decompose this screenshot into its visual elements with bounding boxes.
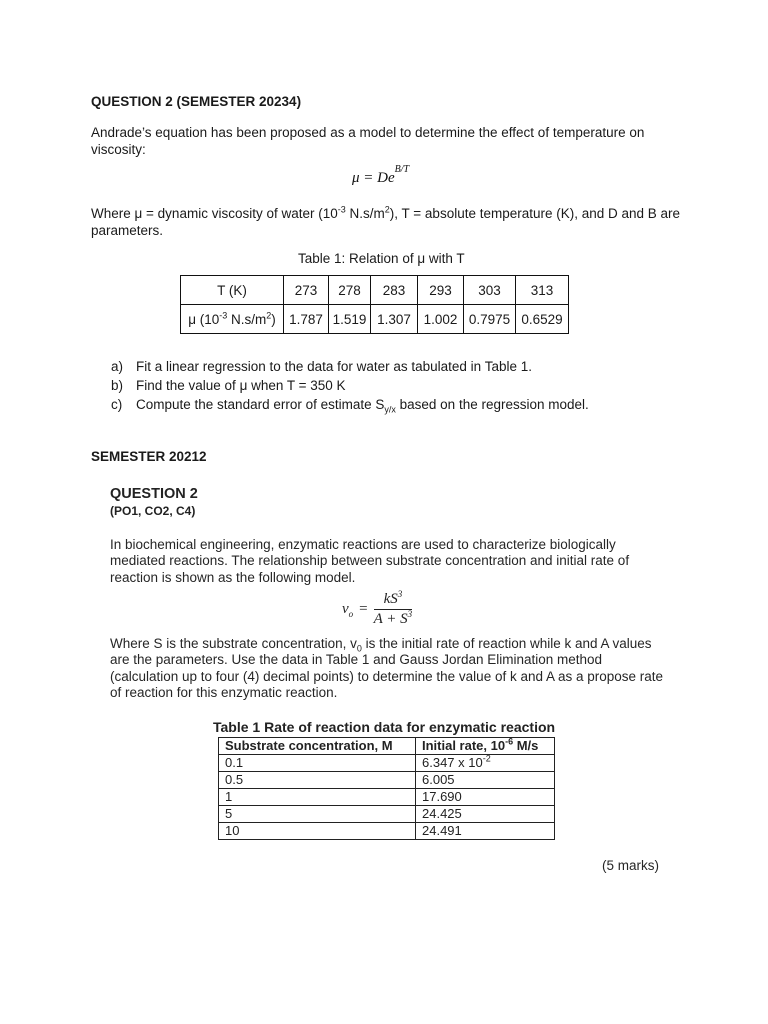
table-cell: 0.6529 <box>516 305 569 334</box>
table-cell: 10 <box>219 823 416 840</box>
question-heading: QUESTION 2 <box>110 486 198 502</box>
table-header-cell: Substrate concentration, M <box>219 738 416 755</box>
list-item: a) Fit a linear regression to the data for water as tabulated in Table 1. <box>111 359 532 374</box>
andrade-equation: $\mu = De^{B/T}$ <box>352 164 410 186</box>
rate-table <box>218 737 555 840</box>
table-row <box>181 305 569 334</box>
table-caption: Table 1 Rate of reaction data for enzymatic reaction <box>213 719 556 735</box>
semester-heading: SEMESTER 20212 <box>91 449 207 464</box>
table-row <box>219 772 555 789</box>
table-cell: 313 <box>516 276 569 305</box>
table-cell: 1.519 <box>329 305 371 334</box>
table-header-cell: Initial rate, $10^{-6}$ M/s <box>416 738 555 755</box>
question-heading: QUESTION 2 (SEMESTER 20234) <box>91 94 302 109</box>
table-cell: 1 <box>219 789 416 806</box>
table-row <box>219 806 555 823</box>
table-row <box>219 755 555 772</box>
sub-question-list <box>111 357 589 414</box>
table-row <box>181 276 569 305</box>
table-row <box>219 738 555 755</box>
table-cell: 6.347 x $10^{-2}$ <box>416 755 555 772</box>
table-cell: 273 <box>284 276 329 305</box>
table-cell: 303 <box>464 276 516 305</box>
table-cell: 278 <box>329 276 371 305</box>
list-item: c) Compute the standard error of estimate $S_{y/x}$ based on the regression model. <box>111 397 589 415</box>
enzyme-intro-paragraph: In biochemical engineering, enzymatic reactions are used to characterize biologically mediated reactions. The relationship between substrate concentration and initial rate of reaction is shown as the following model. <box>110 537 630 585</box>
table-cell: μ ($10^{-3}$ $N.s/m^2$) <box>181 305 284 334</box>
table-cell: 283 <box>371 276 418 305</box>
table-cell: 1.307 <box>371 305 418 334</box>
list-item: b) Find the value of μ when T = 350 K <box>111 378 346 393</box>
marks-label: (5 marks) <box>602 858 659 873</box>
table-row <box>219 823 555 840</box>
table-cell: 24.425 <box>416 806 555 823</box>
table-cell: 1.787 <box>284 305 329 334</box>
table-cell: 0.1 <box>219 755 416 772</box>
table-cell: 0.7975 <box>464 305 516 334</box>
table-cell: 293 <box>418 276 464 305</box>
table-cell: 17.690 <box>416 789 555 806</box>
table-cell: T (K) <box>181 276 284 305</box>
table-cell: 0.5 <box>219 772 416 789</box>
outcomes-label: (PO1, CO2, C4) <box>110 504 196 518</box>
table-cell: 5 <box>219 806 416 823</box>
table-cell: 6.005 <box>416 772 555 789</box>
table-cell: 24.491 <box>416 823 555 840</box>
table-cell: 1.002 <box>418 305 464 334</box>
intro-paragraph: Andrade’s equation has been proposed as a model to determine the effect of temperature on viscosity: <box>91 125 645 157</box>
table-caption: Table 1: Relation of μ with T <box>298 251 465 266</box>
table-row <box>219 789 555 806</box>
where-paragraph: Where μ = dynamic viscosity of water ($10^{-3}$ $N.s/m^2$), T = absolute temperature (K), and D and B are parameters. <box>91 204 681 238</box>
rate-equation: $v_o$ = $\frac{kS^3}{A + S^3}$ <box>342 589 413 627</box>
viscosity-table <box>180 275 569 334</box>
enzyme-where-paragraph: Where S is the substrate concentration, $v_0$ is the initial rate of reaction while k and A values are the parameters. Use the data in Table 1 and Gauss Jordan Elimination method (calculation up to four (4) decimal points) to determine the value of k and A as a propose rate of reaction for this enzymatic reaction. <box>110 636 664 700</box>
